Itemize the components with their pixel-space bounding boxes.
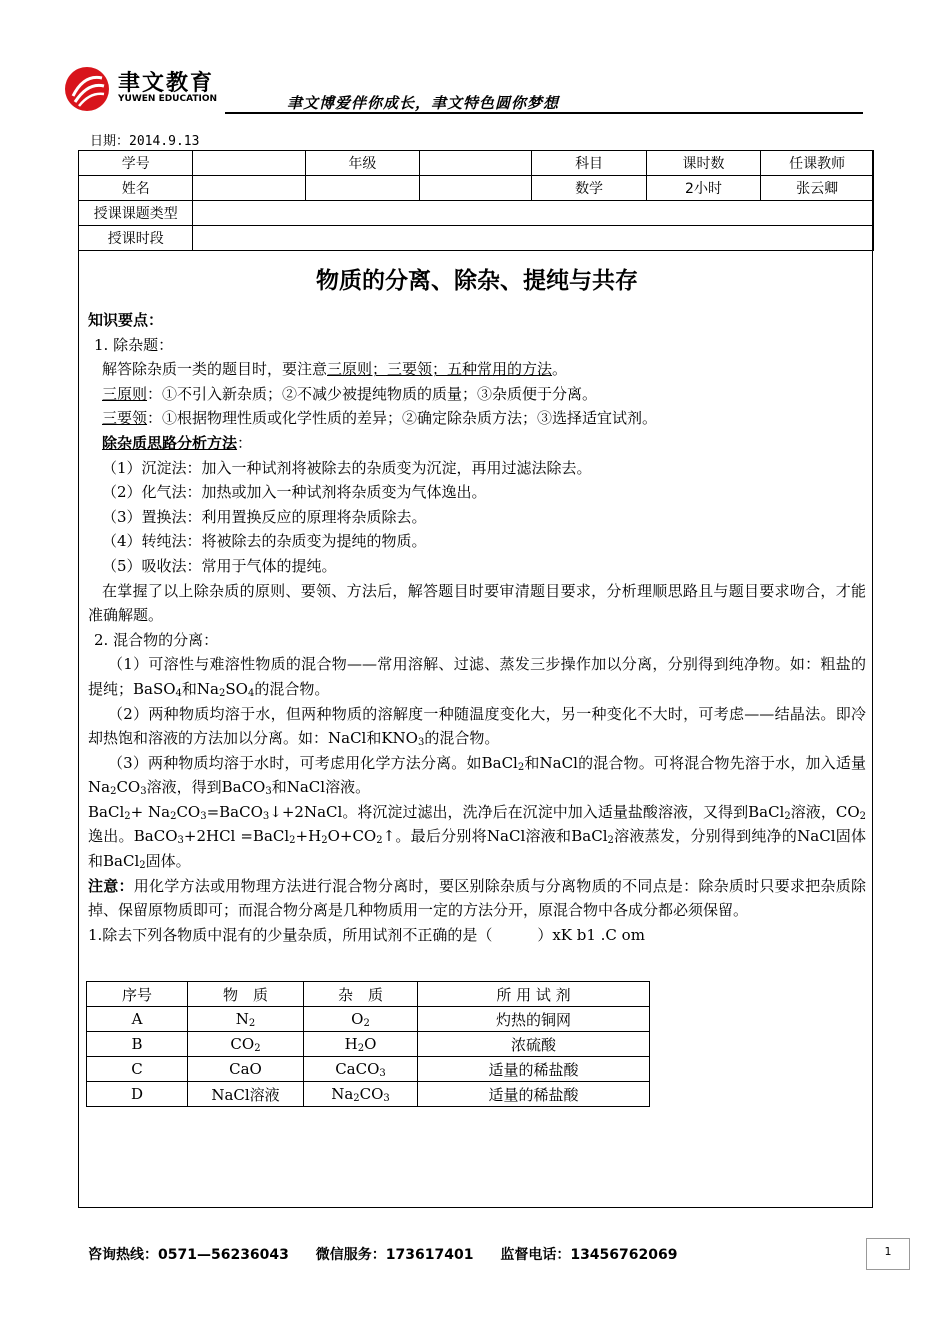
brand-english: YUWEN EDUCATION (118, 94, 218, 104)
info-cell (305, 176, 419, 201)
date: 日期：2014.9.13 (90, 134, 200, 149)
option-id: A (87, 1007, 188, 1032)
note-paragraph: 注意：用化学方法或用物理方法进行混合物分离时，要区别除杂质与分离物质的不同点是：除杂质时只要求把杂质除掉、保留原物质即可；而混合物分离是几种物质用一定的方法分开，原混合物中各成分都必须保留。 (88, 876, 866, 920)
info-cell (420, 151, 532, 176)
info-cell: 年级 (305, 151, 419, 176)
paragraph: 三原则：①不引入新杂质；②不减少被提纯物质的质量；③杂质便于分离。 (102, 384, 598, 403)
reagent: 浓硫酸 (418, 1032, 650, 1057)
option-id: B (87, 1032, 188, 1057)
impurity: $Na_2CO_3$ (304, 1082, 418, 1107)
info-cell (193, 201, 874, 226)
logo-icon (64, 66, 110, 112)
table-row (87, 1007, 650, 1032)
supervise-phone: 监督电话：13456762069 (500, 1247, 678, 1263)
hotline: 咨询热线：0571—56236043 (88, 1247, 289, 1263)
info-cell: 姓名 (79, 176, 193, 201)
info-row (79, 176, 874, 201)
column-header: 所 用 试 剂 (418, 982, 650, 1007)
list-item: （4）转纯法：将被除去的杂质变为提纯的物质。 (102, 532, 427, 551)
paragraph: 在掌握了以上除杂质的原则、要领、方法后，解答题目时要审清题目要求，分析理顺思路且与题目要求吻合，才能准确解题。 (88, 581, 866, 625)
paragraph: 除杂质思路分析方法： (102, 433, 253, 452)
info-cell: 课时数 (646, 151, 760, 176)
info-row (79, 201, 874, 226)
brand-name: 聿文教育 (118, 71, 215, 96)
substance: $N_2$ (188, 1007, 304, 1032)
section-heading: 1. 除杂题： (94, 335, 174, 354)
table-header-row (87, 982, 650, 1007)
info-cell: 2小时 (646, 176, 760, 201)
paragraph: 三要领：①根据物理性质或化学性质的差异；②确定除杂质方法；③选择适宜试剂。 (102, 409, 658, 428)
column-header: 杂 质 (304, 982, 418, 1007)
table-row (87, 1082, 650, 1107)
option-id: D (87, 1082, 188, 1107)
paragraph: （3）两种物质均溶于水时，可考虑用化学方法分离。如BaCl$_2$和NaCl的混合物。可将混合物先溶于水，加入适量$Na_2CO_3$溶液，得到BaCO$_3$和NaCl溶液。 (88, 753, 866, 798)
wechat-service: 微信服务：173617401 (315, 1247, 474, 1263)
info-cell: 科目 (532, 151, 646, 176)
paragraph: 解答除杂质一类的题目时，要注意三原则；三要领；五种常用的方法。 (102, 360, 568, 379)
column-header: 物 质 (188, 982, 304, 1007)
info-row (79, 151, 874, 176)
info-cell (193, 226, 874, 251)
paragraph: （2）两种物质均溶于水，但两种物质的溶解度一种随温度变化大，另一种变化不大时，可考虑——结晶法。即冷却热饱和溶液的方法加以分离。如：NaCl和$KNO_3$的混合物。 (88, 704, 866, 749)
reagent: 灼热的铜网 (418, 1007, 650, 1032)
info-cell (193, 176, 305, 201)
list-item: （5）吸收法：常用于气体的提纯。 (102, 556, 337, 575)
footer (88, 1244, 699, 1264)
impurity: $O_2$ (304, 1007, 418, 1032)
lesson-content (88, 262, 866, 947)
info-row (79, 226, 874, 251)
reagent: 适量的稀盐酸 (418, 1082, 650, 1107)
list-item: （2）化气法：加热或加入一种试剂将杂质变为气体逸出。 (102, 483, 487, 502)
list-item: （3）置换法：利用置换反应的原理将杂质除去。 (102, 507, 427, 526)
slogan: 聿文博爱伴你成长，聿文特色圆你梦想 (287, 94, 560, 112)
info-cell (420, 176, 532, 201)
info-cell: 任课教师 (761, 151, 874, 176)
info-cell: 授课课题类型 (79, 201, 193, 226)
impurity: CaCO$_3$ (304, 1057, 418, 1082)
info-cell: 学号 (79, 151, 193, 176)
info-cell: 数学 (532, 176, 646, 201)
question-table (86, 981, 650, 1107)
reaction-paragraph: BaCl$_2$+ $Na_2CO_3=BaCO_3↓+2NaCl$。将沉淀过滤出，洗净后在沉淀中加入适量盐酸溶液，又得到BaCl$_2$溶液，$CO_2$逸出。BaCO$_3$+2HCl $=BaCl_2+H_2O+CO_2↑$。最后分别将NaCl溶液和BaCl$_2$溶液蒸发，分别得到纯净的NaCl固体和BaCl$_2$固体。 (88, 802, 867, 872)
column-header: 序号 (87, 982, 188, 1007)
list-item: （1）沉淀法：加入一种试剂将被除去的杂质变为沉淀，再用过滤法除去。 (102, 458, 592, 477)
table-row (87, 1032, 650, 1057)
section-heading: 2. 混合物的分离： (94, 630, 219, 649)
paragraph: （1）可溶性与难溶性物质的混合物——常用溶解、过滤、蒸发三步操作加以分离，分别得到纯净物。如：粗盐的提纯；BaSO$_4$和$Na_2SO_4$的混合物。 (88, 655, 866, 699)
substance: $CO_2$ (188, 1032, 304, 1057)
table-row (87, 1057, 650, 1082)
info-cell: 张云卿 (761, 176, 874, 201)
page-number: 1 (866, 1238, 910, 1270)
substance: CaO (188, 1057, 304, 1082)
question-text: 1.除去下列各物质中混有的少量杂质，所用试剂不正确的是（ ）xK b1 .C om (88, 925, 645, 944)
info-table (78, 150, 874, 251)
option-id: C (87, 1057, 188, 1082)
info-cell (193, 151, 305, 176)
impurity: $H_2O$ (304, 1032, 418, 1057)
header-divider (225, 112, 863, 114)
substance: NaCl溶液 (188, 1082, 304, 1107)
reagent: 适量的稀盐酸 (418, 1057, 650, 1082)
lesson-title: 物质的分离、除杂、提纯与共存 (316, 268, 638, 294)
key-points-heading: 知识要点： (88, 311, 164, 329)
info-cell: 授课时段 (79, 226, 193, 251)
brand-logo (64, 66, 224, 114)
